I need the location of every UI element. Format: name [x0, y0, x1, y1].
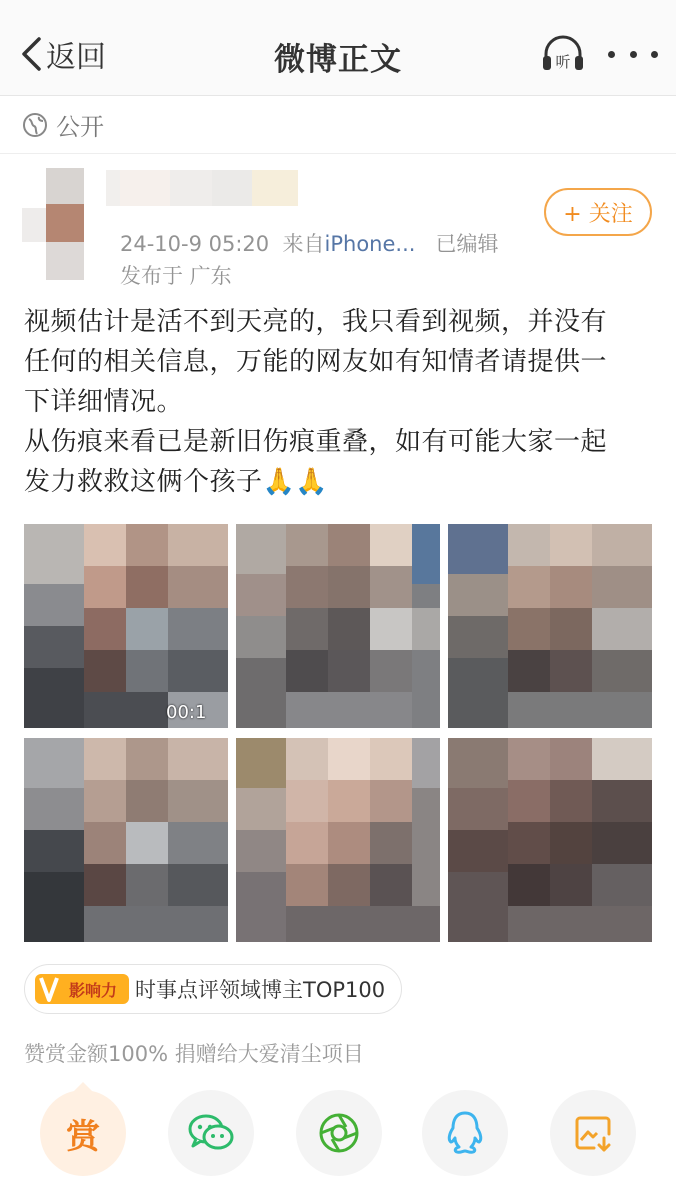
- share-wechat-button[interactable]: [168, 1090, 254, 1176]
- image-thumbnail[interactable]: [448, 524, 652, 728]
- share-bar: [0, 1082, 676, 1200]
- headphones-icon: [540, 34, 586, 74]
- badge-logo-text: 影响力: [68, 981, 118, 1000]
- globe-icon: [22, 112, 48, 138]
- qq-icon: [445, 1110, 485, 1156]
- image-thumbnail[interactable]: [236, 738, 440, 942]
- post-location: 发布于 广东: [120, 264, 232, 288]
- post-line: 发力救救这俩个孩子🙏🙏: [24, 467, 329, 497]
- source-prefix: 来自: [282, 232, 325, 256]
- post-line: 任何的相关信息，万能的网友如有知情者请提供一: [24, 347, 608, 377]
- wechat-icon: [187, 1112, 235, 1154]
- follow-button[interactable]: + 关注: [544, 188, 652, 236]
- listen-button[interactable]: [540, 34, 586, 74]
- image-thumbnail[interactable]: [24, 738, 228, 942]
- reward-label: 赏: [66, 1116, 100, 1157]
- image-thumbnail[interactable]: [236, 524, 440, 728]
- image-thumbnail[interactable]: [448, 738, 652, 942]
- post-line: 下详细情况。: [24, 387, 184, 417]
- more-button[interactable]: [608, 40, 658, 68]
- save-image-button[interactable]: [550, 1090, 636, 1176]
- image-grid: [24, 524, 654, 944]
- post-source-link[interactable]: iPhone...: [324, 232, 416, 256]
- post-meta: [120, 228, 498, 258]
- page-title: 微博正文: [274, 42, 402, 78]
- post-line: 从伤痕来看已是新旧伤痕重叠，如有可能大家一起: [24, 427, 608, 457]
- edited-label[interactable]: 已编辑: [435, 232, 499, 256]
- top-nav-bar: [0, 0, 676, 96]
- share-qq-button[interactable]: [422, 1090, 508, 1176]
- video-thumbnail[interactable]: [24, 524, 228, 728]
- video-duration: 00:1: [166, 702, 207, 723]
- moments-icon: [317, 1111, 361, 1155]
- more-icon: [608, 51, 615, 58]
- avatar[interactable]: [22, 168, 106, 280]
- influence-logo-icon: [35, 974, 129, 1004]
- donation-note: 赞赏金额100% 捐赠给大爱清尘项目: [24, 1042, 364, 1066]
- save-image-icon: [572, 1112, 614, 1154]
- listen-label: 听: [555, 53, 571, 71]
- post-line: 视频估计是活不到天亮的，我只看到视频，并没有: [24, 307, 608, 337]
- visibility-label: 公开: [56, 113, 104, 141]
- back-label: 返回: [46, 40, 106, 75]
- influence-badge[interactable]: [24, 964, 402, 1014]
- visibility-row: [0, 96, 676, 154]
- post-content: [24, 302, 656, 502]
- post-time: 24-10-9 05:20: [120, 232, 270, 256]
- share-moments-button[interactable]: [296, 1090, 382, 1176]
- reward-button[interactable]: [40, 1090, 126, 1176]
- badge-text: 时事点评领域博主TOP100: [135, 978, 386, 1002]
